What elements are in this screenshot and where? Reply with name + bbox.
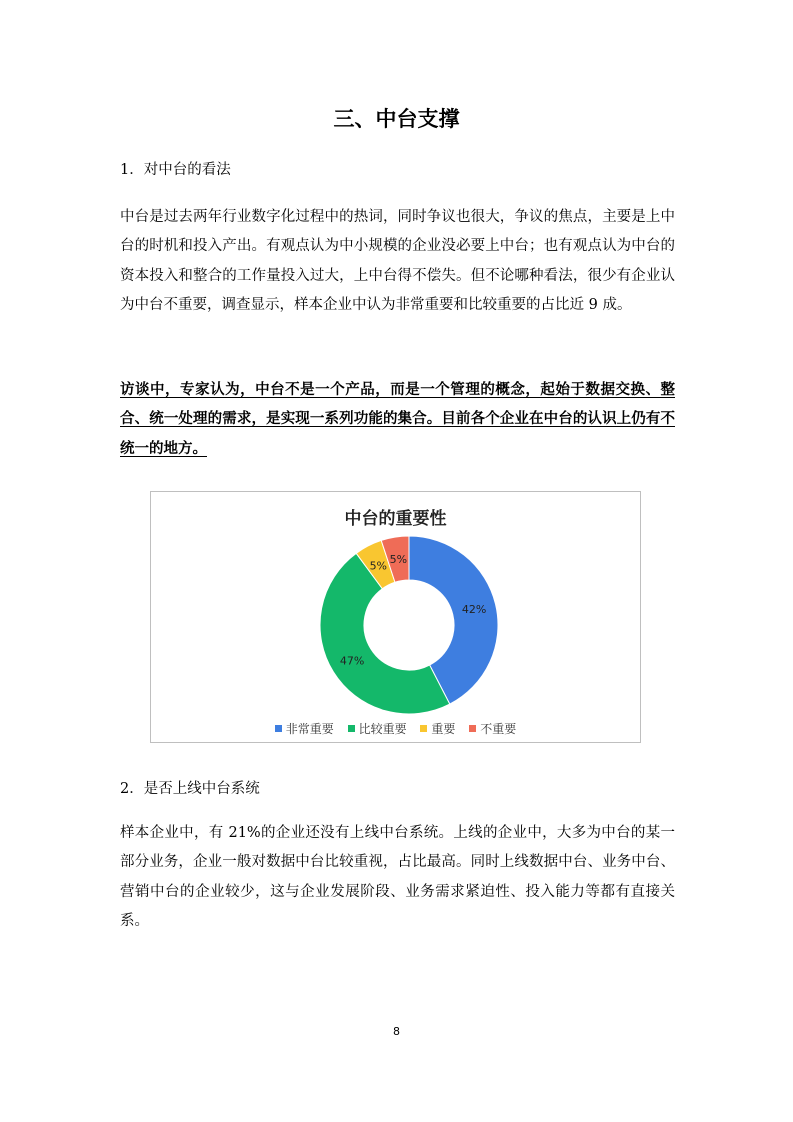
chart-title: 中台的重要性 <box>344 509 447 529</box>
donut-chart <box>151 492 642 744</box>
paragraph-1: 中台是过去两年行业数字化过程中的热词，同时争议也很大，争议的焦点，主要是上中台的时机和投入产出。有观点认为中小规模的企业没必要上中台；也有观点认为中台的资本投入和整合的工作量投入过大，上中台得不偿失。但不论哪种看法，很少有企业认为中台不重要，调查显示，样本企业中认为非常重要和比较重要的占比近 9 成。 <box>120 209 675 314</box>
paragraph-3: 样本企业中，有 21%的企业还没有上线中台系统。上线的企业中，大多为中台的某一部分业务，企业一般对数据中台比较重视，占比最高。同时上线数据中台、业务中台、营销中台的企业较少，这与企业发展阶段、业务需求紧迫性、投入能力等都有直接关系。 <box>120 825 675 930</box>
data-label: 5% <box>389 552 408 566</box>
chart-legend <box>151 720 640 737</box>
legend-item: 非常重要 <box>275 720 334 737</box>
data-label: 42% <box>461 603 487 617</box>
legend-item: 不重要 <box>469 720 516 737</box>
chart-importance <box>150 491 641 743</box>
paragraph-2-emphasis: 访谈中，专家认为，中台不是一个产品，而是一个管理的概念，起始于数据交换、整合、统一处理的需求，是实现一系列功能的集合。目前各个企业在中台的认识上仍有不统一的地方。 <box>120 381 675 457</box>
legend-item: 比较重要 <box>348 720 407 737</box>
subheading-1: 1．对中台的看法 <box>120 162 231 178</box>
page-number: 8 <box>393 1025 400 1038</box>
legend-item: 重要 <box>420 720 455 737</box>
subheading-2: 2．是否上线中台系统 <box>120 781 260 797</box>
section-title: 三、中台支撑 <box>333 107 460 131</box>
data-label: 47% <box>339 654 365 668</box>
data-label: 5% <box>369 559 388 573</box>
